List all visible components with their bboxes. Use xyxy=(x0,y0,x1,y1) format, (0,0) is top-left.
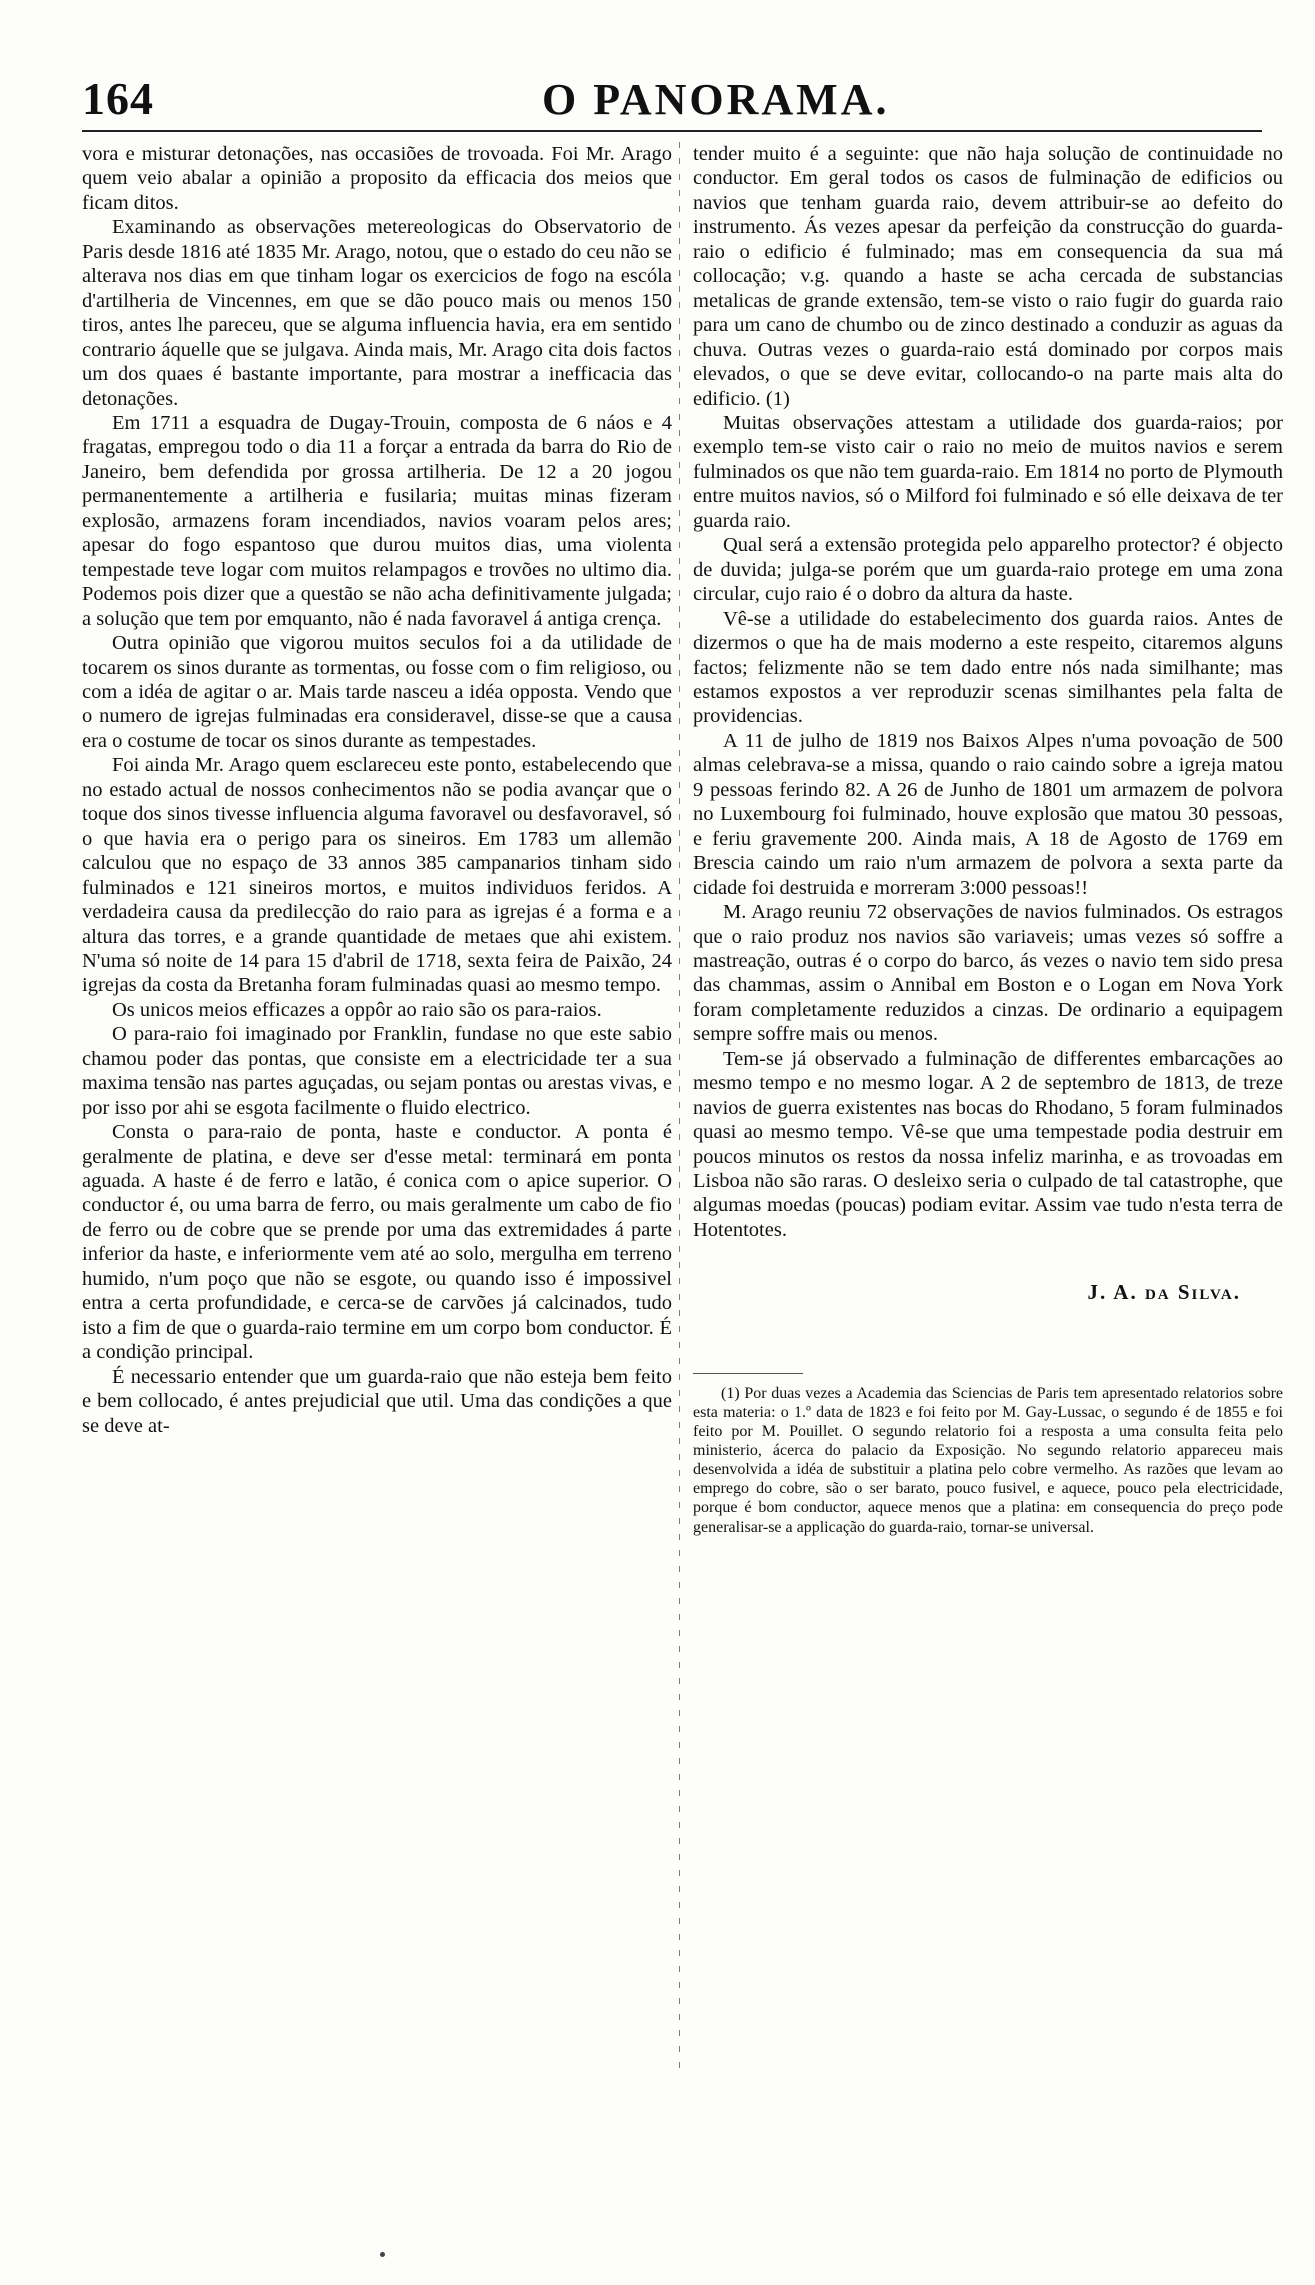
left-paragraph-franklin: O para-raio foi imaginado por Franklin, fundase no que este sabio chamou poder das pontas, que consiste em a electricidade ter a sua maxima tensão nas partes aguçadas, ou sejam pontas ou arestas vivas, e por isso por ahi se esgota facilmente o fluido electrico. xyxy=(82,1023,672,1119)
left-paragraph-rod-components: Consta o para-raio de ponta, haste e conductor. A ponta é geralmente de platina, e deve ser d'esse metal: terminará em ponta aguada. A haste é de ferro e latão, é conica com o apice superior. O conductor é, ou uma barra de ferro, ou mais geralmente um cabo de fio de ferro ou de cobre que se prende por uma das extremidades á parte inferior da haste, e inferiormente vem até ao solo, mergulha em terreno humido, n'um poço que não se esgote, ou quando isso é impossivel entra a certa profundidade, e cerca-se de carvões já calcinados, tudo isto a fim de que o guarda-raio termine em um corpo bom conductor. É a condição principal. xyxy=(82,1121,672,1364)
right-column xyxy=(693,142,1283,1537)
footnote-text: (1) Por duas vezes a Academia das Sciencias de Paris tem apresentado relatorios sobre esta materia: o 1.º data de 1823 e foi feito por M. Gay-Lussac, o segundo é de 1855 e foi feito por M. Pouillet. O segundo relatorio foi a resposta a uma consulta feita pelo ministerio, ácerca do palacio da Exposição. No segundo relatorio appareceu mais desenvolvida a idéa de substituir a platina pelo cobre vermelho. As razões que levam ao emprego do cobre, são o ser barato, pouco fusivel, e aquece, pouco pela electricidade, porque é bom conductor, aquece menos que a platina: em consequencia do preço pode generalisar-se a applicação do guarda-raio, tornar-se universal. xyxy=(693,1384,1283,1536)
header-rule xyxy=(82,130,1262,132)
left-paragraph-rio-de-janeiro: Em 1711 a esquadra de Dugay-Trouin, composta de 6 náos e 4 fragatas, empregou todo o dia 11 a forçar a entrada da barra do Rio de Janeiro, bem defendida por grossa artilheria. De 12 a 20 jogou permanentemente a artilheria e fusilaria; muitas minas fizeram explosão, armazens foram incendiados, navios voaram pelos ares; apesar do fogo espantoso que durou muitos dias, uma violenta tempestade teve logar com muitos relampagos e trovões no ultimo dia. Podemos pois dizer que a questão se não acha definitivamente julgada; a solução que tem por emquanto, não é nada favoravel á antiga crença. xyxy=(82,411,672,630)
left-column xyxy=(82,142,672,1438)
publication-title: O PANORAMA. xyxy=(542,75,890,124)
footnote-rule xyxy=(693,1373,803,1374)
page-number: 164 xyxy=(82,73,154,124)
left-paragraph-arago-bells: Foi ainda Mr. Arago quem esclareceu este ponto, estabelecendo que no estado actual de nossos conhecimentos não se podia avançar que o toque dos sinos tivesse influencia alguma favoravel ou desfavoravel, só o que havia era o perigo para os sineiros. Em 1783 um allemão calculou que no espaço de 33 annos 385 campanarios tinham sido fulminados e 121 sineiros mortos, e muitos individuos feridos. A verdadeira causa da predilecção do raio para as igrejas é a forma e a altura das torres, e a grande quantidade de metaes que ahi existem. N'uma só noite de 14 para 15 d'abril de 1718, sexta feira de Paixão, 24 igrejas da costa da Bretanha foram fulminadas quasi ao mesmo tempo. xyxy=(82,754,672,997)
paper-mark xyxy=(380,2252,385,2257)
right-paragraph-protected-area: Qual será a extensão protegida pelo apparelho protector? é objecto de duvida; julga-se porém que um guarda-raio protege em uma zona circular, cujo raio é o dobro da altura da haste. xyxy=(693,534,1283,606)
right-paragraph-continuation: tender muito é a seguinte: que não haja solução de continuidade no conductor. Em geral todos os casos de fulminação de edificios ou navios que tenham guarda raio, devem attribuir-se ao defeito do instrumento. Ás vezes apesar da perfeição da construcção do guarda-raio o edificio é fulminado; mas em consequencia da sua má collocação; v.g. quando a haste se acha cercada de substancias metalicas de grande extensão, tem-se visto o raio fugir do guarda raio para um cano de chumbo ou de zinco destinado a conduzir as aguas da chuva. Outras vezes o guarda-raio está dominado por corpos mais elevados, o que se deve evitar, collocando-o na parte mais alta do edificio. (1) xyxy=(693,143,1283,410)
right-paragraph-navy-damage: M. Arago reuniu 72 observações de navios fulminados. Os estragos que o raio produz nos navios são variaveis; umas vezes só soffre a mastreação, outras é o corpo do barco, ás vezes o navio tem sido presa das chammas, assim o Annibal em Boston e o Logan em Nova York foram completamente reduzidos a cinzas. De ordinario a equipagem sempre soffre mais ou menos. xyxy=(693,901,1283,1046)
author-signature: J. A. da Silva. xyxy=(1087,1280,1241,1305)
left-paragraph-lightning-rods: Os unicos meios efficazes a oppôr ao raio são os para-raios. xyxy=(112,998,602,1021)
left-paragraph-continuation: vora e misturar detonações, nas occasiões de trovoada. Foi Mr. Arago quem veio abalar a opinião a proposito da efficacia dos meios que ficam ditos. xyxy=(82,143,672,214)
right-paragraph-simultaneous-strikes: Tem-se já observado a fulminação de differentes embarcações ao mesmo tempo e no mesmo logar. A 2 de septembro de 1813, de treze navios de guerra existentes nas bocas do Rhodano, 5 foram fulminados quasi ao mesmo tempo. Vê-se que uma tempestade podia destruir em poucos minutos os restos da nossa infeliz marinha, e as trovoadas em Lisboa não são raras. O desleixo seria o culpado de tal catastrophe, que algumas moedas (poucas) podiam evitar. Assim vae tudo n'esta terra de Hotentotes. xyxy=(693,1047,1283,1241)
left-paragraph-observatory: Examinando as observações metereologicas do Observatorio de Paris desde 1816 até 1835 Mr. Arago, notou, que o estado do ceu não se alterava nos dias em que tinham logar os exercicios de fogo na escóla d'artilheria de Vincennes, em que se dão pouco mais ou menos 150 tiros, antes lhe pareceu, que se alguma influencia havia, era em sentido contrario áquelle que se julgava. Ainda mais, Mr. Arago cita dois factos um dos quaes é bastante importante, para mostrar a inefficacia das detonações. xyxy=(82,216,672,410)
right-paragraph-utility: Vê-se a utilidade do estabelecimento dos guarda raios. Antes de dizermos o que ha de mais moderno a este respeito, citaremos alguns factos; felizmente não se tem dado entre nós nada similhante; mas estamos expostos a ver reproduzir scenas similhantes pela falta de providencias. xyxy=(693,607,1283,728)
right-paragraph-historical-strikes: A 11 de julho de 1819 nos Baixos Alpes n'uma povoação de 500 almas celebrava-se a missa, quando o raio caindo sobre a igreja matou 9 pessoas ferindo 82. A 26 de Junho de 1801 um armazem de polvora no Luxembourg foi fulminado, houve explosão que matou 30 pessoas, e feriu gravemente 200. Ainda mais, A 18 de Agosto de 1769 em Brescia caindo um raio n'um armazem de polvora a sexta parte da cidade foi destruida e morreram 3:000 pessoas!! xyxy=(693,729,1283,899)
left-paragraph-church-bells: Outra opinião que vigorou muitos seculos foi a da utilidade de tocarem os sinos durante as tormentas, ou fosse com o fim religioso, ou com a idéa de agitar o ar. Mais tarde nasceu a idéa opposta. Vendo que o numero de igrejas fulminadas era consideravel, disse-se que a causa era o costume de tocar os sinos durante as tempestades. xyxy=(82,632,672,752)
column-divider xyxy=(679,142,680,2072)
page-header xyxy=(82,72,1262,132)
right-paragraph-ship-observations: Muitas observações attestam a utilidade dos guarda-raios; por exemplo tem-se visto cair o raio no meio de muitos navios e serem fulminados os que não tem guarda-raio. Em 1814 no porto de Plymouth entre muitos navios, só o Milford foi fulminado e só elle deixava de ter guarda raio. xyxy=(693,411,1283,532)
footnote xyxy=(693,1384,1283,1537)
left-paragraph-proper-installation: É necessario entender que um guarda-raio que não esteja bem feito e bem collocado, é antes prejudicial que util. Uma das condições a que se deve at- xyxy=(82,1365,672,1437)
